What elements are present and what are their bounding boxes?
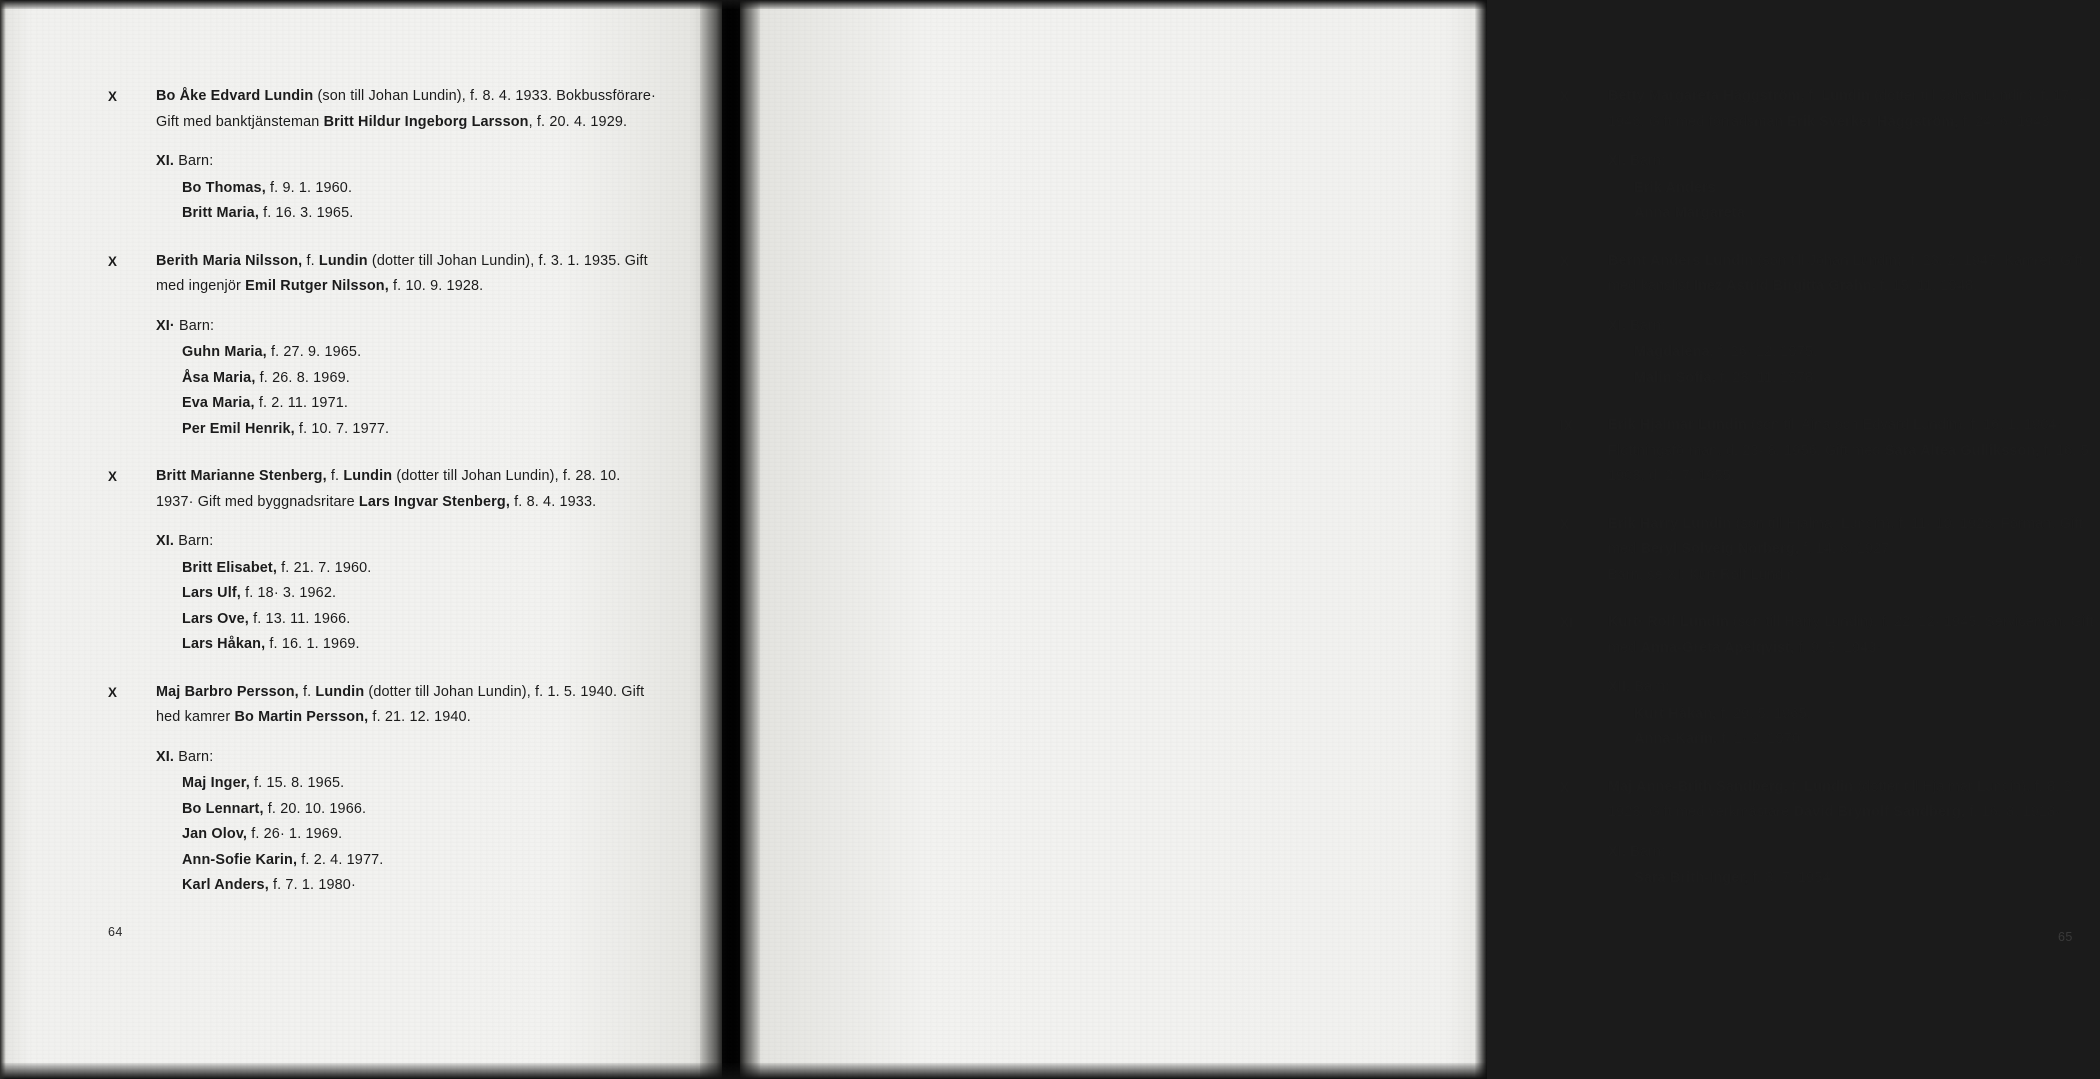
genealogy-entry <box>1560 775 2100 892</box>
child-entry: Lars Håkan, f. 16. 1. 1969. <box>182 636 360 652</box>
children-generation-roman: XI. <box>1608 317 1627 334</box>
child-entry: Bo Thomas, f. 9. 1. 1960. <box>182 179 353 196</box>
children-generation-roman: XI. <box>156 748 175 765</box>
entry-paragraph <box>1608 249 2100 300</box>
right-page <box>740 0 2094 1079</box>
genealogy-entry <box>1560 249 2100 392</box>
generation-marker: XI <box>1560 615 1573 630</box>
child-entry: Kurt Håkan, f. 29. 5. 1965. <box>1634 705 1811 722</box>
children-label: Barn: <box>1626 153 1666 169</box>
children-heading <box>156 314 656 340</box>
entry-text: Erik Hjalmar Lundin (son till Aina och Edvard Lundin), f. 16. 1. 1904· Flottningsförman, d. 23· 8. 1956. Gift med Sara Altea Gulliksson, f. 16. 5. 1908, d. 2. 7. 1955. <box>1608 417 2094 484</box>
child-entry: Anna Margareta <box>1634 205 1745 221</box>
child-entry: Lars Ove, f. 13. 11. 1966. <box>182 610 351 627</box>
entry-paragraph <box>156 84 656 135</box>
children-list <box>182 176 656 227</box>
children-heading <box>1608 675 2100 701</box>
right-page-text-column <box>1560 84 2100 914</box>
generation-marker: X <box>1560 779 1570 795</box>
entry-text: Maj Barbro Persson, f. Lundin (dotter till Johan Lundin), f. 1. 5. 1940. Gift hed kamrer Bo Martin Persson, f. 21. 12. 1940. <box>156 683 645 725</box>
child-entry: Lars Ulf, f. 18· 3. 1962. <box>182 585 337 601</box>
genealogy-entry <box>1560 413 2100 490</box>
entry-text: Berith Maria Nilsson, f. Lundin (dotter till Johan Lundin), f. 3. 1. 1935. Gift med ingenjör Emil Rutger Nilsson, f. 10. 9. 1928. <box>156 252 648 294</box>
page-number-right: 65 <box>2058 930 2073 944</box>
children-label: Barn: <box>1630 679 1670 695</box>
children-list <box>1634 176 2100 227</box>
genealogy-entry <box>108 249 656 443</box>
child-entry: Anna-Karin, f. 1· 2. 1970. <box>1634 731 1805 747</box>
children-list <box>182 556 656 658</box>
children-generation-roman: XI. <box>1608 843 1627 860</box>
generation-marker: X <box>108 684 118 700</box>
genealogy-entry <box>108 464 656 658</box>
generation-marker: X <box>1560 253 1570 269</box>
children-list <box>1634 340 2100 391</box>
child-entry: Erik Anders <box>1634 179 1716 196</box>
generation-marker: X <box>108 253 118 269</box>
children-label: Barn: <box>174 317 215 334</box>
children-label: Barn: <box>174 533 214 549</box>
children-label: Barn: <box>174 748 214 765</box>
children-block <box>156 745 656 899</box>
genealogy-entry <box>1560 610 2100 753</box>
left-page <box>0 0 722 1079</box>
entry-text: Bo Åke Edvard Lundin (son till Johan Lundin), f. 8. 4. 1933. Bokbussförare· Gift med banktjänsteman Britt Hildur Ingeborg Larsson, f. 20. 4. 1929. <box>156 88 656 130</box>
children-heading <box>156 149 656 175</box>
children-heading <box>1608 840 2100 866</box>
page-number-left: 64 <box>108 925 123 939</box>
child-entry: Åsa Maria, f. 26. 8. 1969. <box>182 369 350 386</box>
children-heading <box>156 529 656 555</box>
child-entry: Malin Sofia, f. 28. 11. 1978. <box>1634 369 1818 386</box>
children-generation-roman: XI. <box>156 153 175 169</box>
children-label: Barn: <box>1626 317 1666 334</box>
entry-paragraph <box>156 249 656 300</box>
child-entry: Bo Lennart, f. 20. 10. 1966. <box>182 800 367 817</box>
child-entry: Sara Brith-Inger, f. 3. 7. 1954. <box>1634 870 1835 886</box>
children-block <box>156 149 656 227</box>
generation-marker: X <box>1560 516 1570 532</box>
genealogy-entry <box>1560 512 2100 589</box>
entry-paragraph <box>1608 512 2100 589</box>
child-entry: Guhn Maria, f. 27. 9. 1965. <box>182 344 362 360</box>
entry-text: Erik Harry Lundin (son till Hjalmar Lundin), f. 11· 10. 1926. Förman. Gift med Beryl Solveig Norberg, f. 14. 6. 1927. Barn, se XI: Kurt Rolf Lundin. <box>1608 515 2083 583</box>
children-list <box>182 771 656 899</box>
children-label: Barn: <box>174 153 214 169</box>
children-generation-roman: XI. <box>1608 153 1627 169</box>
children-generation-roman: XI. <box>156 533 175 549</box>
generation-marker: X <box>108 89 118 104</box>
children-block <box>1608 840 2100 892</box>
entry-paragraph <box>1608 413 2100 490</box>
entry-text: Britt Marianne Stenberg, f. Lundin (dotter till Johan Lundin), f. 28. 10. 1937· Gift med byggnadsritare Lars Ingvar Stenberg, f. 8. 4. 1933. <box>156 468 621 510</box>
children-block <box>156 529 656 658</box>
child-entry: Ann-Sofie Karin, f. 2. 4. 1977. <box>182 851 384 868</box>
children-block <box>156 314 656 443</box>
left-page-text-column <box>108 84 656 921</box>
children-list <box>1634 702 2100 753</box>
child-entry: Eva Maria, f. 2. 11. 1971. <box>182 395 349 411</box>
genealogy-entry <box>1560 84 2100 227</box>
entry-text: Bernt Anders Lundin (son till Johan Lundin), f. 23. 2. 1947. Kamrer. Gift med kanslist Inez Astrid Birgitta Grahn, f. 15. 11. 1948. <box>1608 252 2084 294</box>
entry-paragraph <box>1608 84 2100 135</box>
entry-text: Kurt· Rolf Lundin (son till Harry Lundin), f. 22. 12· 1945. Serviceman. Gift med Anna-Greta Apelqvist, f. 9. 5. 1943· <box>1608 614 2094 656</box>
entry-paragraph <box>156 680 656 731</box>
child-entry: Maj Inger, f. 15. 8. 1965. <box>182 775 345 791</box>
child-entry: Karl Anders, f. 7. 1. 1980· <box>182 877 356 893</box>
children-heading <box>1608 149 2100 175</box>
entry-paragraph <box>1608 775 2100 826</box>
entry-text: Maj Anne-Brith Sandberg, f. Lundin (dotter till Hjalmar Lundin), f. 8. 2. 1928. Gift med verkmästare David Brynolf Sandberg, f. 16. 8. 1918· <box>1608 778 2076 820</box>
generation-marker: IX <box>1560 418 1573 433</box>
children-heading <box>156 745 656 771</box>
children-generation-roman: XI· <box>156 317 175 334</box>
children-list <box>182 340 656 442</box>
entry-paragraph <box>156 464 656 515</box>
generation-marker: X <box>108 469 118 484</box>
child-entry: Britt Maria, f. 16. 3. 1965. <box>182 205 354 221</box>
children-heading <box>1608 314 2100 340</box>
child-entry: Per Emil Henrik, f. 10. 7. 1977. <box>182 420 390 437</box>
children-block <box>1608 675 2100 753</box>
children-list <box>1634 866 2100 892</box>
entry-text: Betty Margareta Häggström, f. Lundin (dotter till Johan Lundin), f. 17. 1. 1946. Gift med förrådsman Erik Sverker Häggström, f. 24. 6· 1943. <box>1608 88 2091 130</box>
generation-marker: X <box>1560 89 1570 104</box>
children-label: Barn: <box>1626 843 1666 860</box>
child-entry: Britt Elisabet, f. 21. 7. 1960. <box>182 559 372 576</box>
genealogy-entry <box>108 84 656 227</box>
child-entry: Magdalena, f. 26· 12. 1975. <box>1634 344 1818 360</box>
genealogy-entry <box>108 680 656 899</box>
entry-paragraph <box>1608 610 2100 661</box>
children-generation-roman: XII. <box>1608 679 1631 695</box>
child-entry: Jan Olov, f. 26· 1. 1969. <box>182 826 343 842</box>
children-block <box>1608 314 2100 392</box>
children-block <box>1608 149 2100 227</box>
